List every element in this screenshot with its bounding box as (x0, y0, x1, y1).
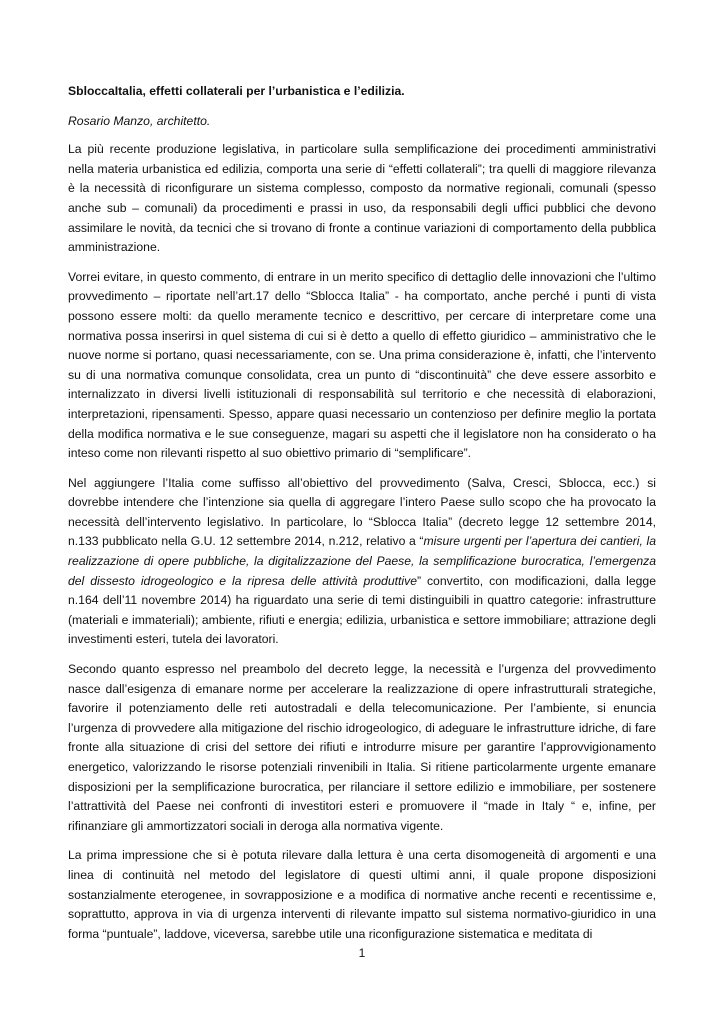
author-period: . (206, 113, 211, 128)
document-title: SbloccaItalia, effetti collaterali per l’urbanistica e l’edilizia. (68, 84, 405, 98)
paragraph-3-text-a: Nel aggiungere l’Italia come suffisso all’obiettivo del provvedimento (Salva, Cresci, Sblocca, ecc.) si dovrebbe intendere che l’intenzione sia quella di aggregare l’intero Paese sullo scopo che ha provocato la necessità dell’intervento legislativo. In particolare, lo “Sblocca Italia” (decreto legge 12 settembre 2014, n.133 pubblicato nella G.U. 12 settembre 2014, n.212, relativo a “ (68, 475, 656, 549)
author-line (68, 112, 656, 132)
paragraph-4: Secondo quanto espresso nel preambolo del decreto legge, la necessità e l’urgenza del provvedimento nasce dall’esigenza di emanare norme per accelerare la realizzazione di opere infrastrutturali strategiche, favorire il potenziamento delle reti autostradali e della telecomunicazione. Per l’ambiente, si enuncia l’urgenza di provvedere alla mitigazione del rischio idrogeologico, di adeguare le infrastrutture idriche, di fare fronte alla situazione di crisi del settore dei rifiuti e introdurre misure per garantire l’approvvigionamento energetico, valorizzando le risorse potenziali rinvenibili in Italia. Si ritiene particolarmente urgente emanare disposizioni per la semplificazione burocratica, per rilanciare il settore edilizio e immobiliare, per sostenere l’attrattività del Paese nei confronti di investitori esteri e promuovere il “made in Italy “ e, infine, per rifinanziare gli ammortizzatori sociali in deroga alla normativa vigente. (68, 662, 656, 833)
paragraph-2: Vorrei evitare, in questo commento, di entrare in un merito specifico di dettaglio delle innovazioni che l’ultimo provvedimento – riportate nell’art.17 dello “Sblocca Italia” - ha comportato, anche perché i punti di vista possono essere molti: da quello meramente tecnico e descrittivo, per cercare di interpretare come una normativa possa inserirsi in quel sistema di cui si è detto a quello di effetto giuridico – amministrativo che le nuove norme si portano, quasi necessariamente, con se. Una prima considerazione è, infatti, che l’intervento su di una normativa comunque consolidata, crea un punto di “discontinuità” che deve essere assorbito e internalizzato in diversi livelli istituzionali di responsabilità sul territorio e che necessità di elaborazioni, interpretazioni, ripensamenti. Spesso, appare quasi necessario un contenzioso per definire meglio la portata della modifica normativa e le sue conseguenze, magari su aspetti che il legislatore non ha considerato o ha inteso come non rilevanti rispetto al suo obiettivo primario di “semplificare”. (68, 269, 656, 461)
author-name: Rosario Manzo, architetto (68, 113, 207, 128)
paragraph-3-text-b: ” convertito, con modificazioni, dalla legge n.164 dell’11 novembre 2014) ha riguardato una serie di temi distinguibili in quattro categorie: infrastrutture (materiali e immateriali); ambiente, rifiuti e energia; edilizia, urbanistica e settore immobiliare; attrazione degli investimenti esteri, tutela dei lavoratori. (68, 573, 656, 647)
paragraph-3 (68, 474, 656, 650)
document-body (68, 82, 656, 954)
paragraph-5: La prima impressione che si è potuta rilevare dalla lettura è una certa disomogeneità di argomenti e una linea di continuità nel metodo del legislatore di questi ultimi anni, il quale propone disposizioni sostanzialmente eterogenee, in sovrapposizione e a modifica di normative anche recenti e recentissime e, soprattutto, approva in via di urgenza interventi di rilevante impatto sul sistema normativo-giuridico in una forma “puntuale”, laddove, viceversa, sarebbe utile una riconfigurazione sistematica e meditata di (68, 848, 656, 941)
page-number: 1 (358, 946, 366, 960)
paragraph-3-quote: misure urgenti per l’apertura dei cantieri, la realizzazione di opere pubbliche, la digitalizzazione del Paese, la semplificazione burocratica, l’emergenza del dissesto idrogeologico e la ripresa delle attività produttive (68, 534, 657, 588)
paragraph-1: La più recente produzione legislativa, in particolare sulla semplificazione dei procedimenti amministrativi nella materia urbanistica ed edilizia, comporta una serie di “effetti collaterali”; tra quelli di maggiore rilevanza è la necessità di riconfigurare un sistema complesso, composto da normative regionali, comunali (spesso anche sub – comunali) da procedimenti e prassi in uso, da responsabili degli uffici pubblici che devono assimilare le novità, da tecnici che si trovano di fronte a continue variazioni di comportamento della pubblica amministrazione. (68, 142, 656, 255)
